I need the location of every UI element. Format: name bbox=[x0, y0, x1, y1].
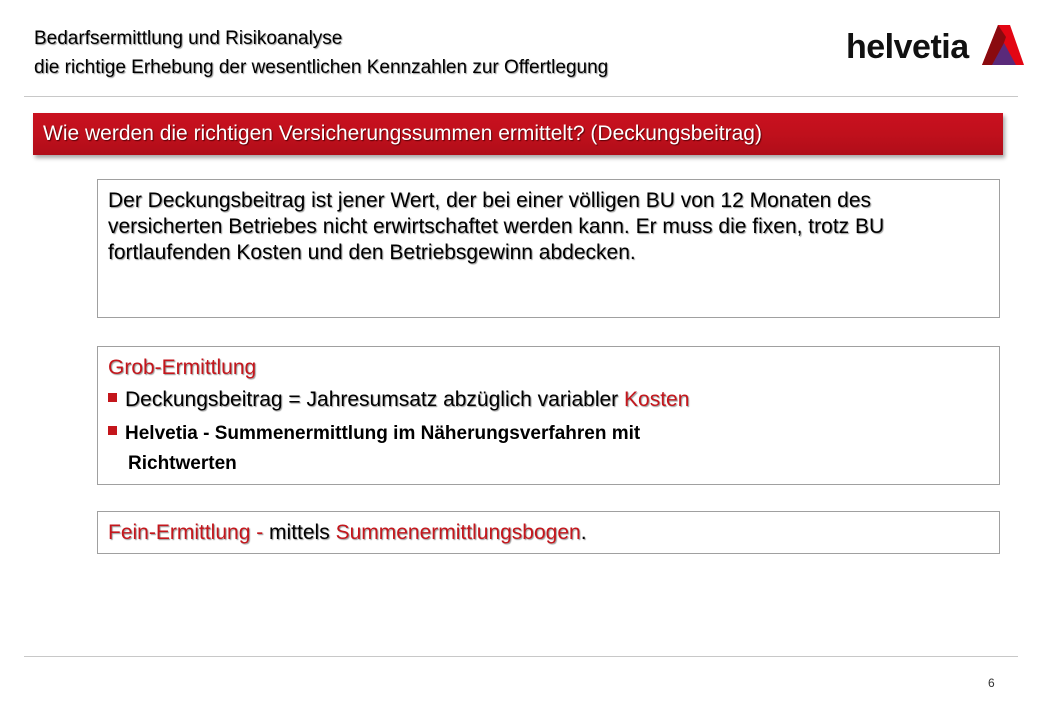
page-number: 6 bbox=[988, 676, 995, 690]
grob-ermittlung-box bbox=[97, 346, 1000, 485]
footer-divider bbox=[24, 656, 1018, 657]
bullet2-text-line2: Richtwerten bbox=[128, 453, 237, 474]
square-bullet-icon bbox=[108, 393, 117, 402]
definition-text: Der Deckungsbeitrag ist jener Wert, der bei einer völligen BU von 12 Monaten des versicherten Betriebes nicht erwirtschaftet werden kann. Er muss die fixen, trotz BU fortlaufenden Kosten und den Betriebsgewinn abdecken. bbox=[108, 189, 885, 264]
fein-ermittlung-text bbox=[108, 521, 587, 545]
bullet2-text-line1: Helvetia - Summenermittlung im Näherungsverfahren mit bbox=[125, 423, 641, 444]
slide-title-bar bbox=[33, 113, 1003, 155]
logo-wordmark: helvetia bbox=[846, 28, 969, 66]
bullet1-highlight: Kosten bbox=[624, 388, 690, 411]
header-title: Bedarfsermittlung und Risikoanalyse bbox=[34, 28, 343, 49]
header-divider bbox=[24, 96, 1018, 97]
bullet1-text: Deckungsbeitrag = Jahresumsatz abzüglich variabler bbox=[125, 388, 625, 411]
fein-part3: Summenermittlungsbogen bbox=[335, 521, 581, 544]
slide-title: Wie werden die richtigen Versicherungssummen ermittelt? (Deckungsbeitrag) bbox=[43, 122, 762, 145]
fein-ermittlung-box bbox=[97, 511, 1000, 554]
fein-part2: mittels bbox=[269, 521, 336, 544]
definition-box bbox=[97, 179, 1000, 318]
header-subtitle: die richtige Erhebung der wesentlichen Kennzahlen zur Offertlegung bbox=[34, 57, 609, 78]
grob-ermittlung-title: Grob-Ermittlung bbox=[108, 356, 257, 379]
fein-part1: Fein-Ermittlung - bbox=[108, 521, 270, 544]
helvetia-triangle-logo-icon bbox=[976, 23, 1026, 67]
bullet-deckungsbeitrag bbox=[108, 387, 689, 413]
helvetia-logo bbox=[844, 20, 1024, 70]
bullet-helvetia-summenermittlung bbox=[108, 421, 640, 447]
square-bullet-icon bbox=[108, 426, 117, 435]
fein-part4: . bbox=[580, 521, 587, 544]
